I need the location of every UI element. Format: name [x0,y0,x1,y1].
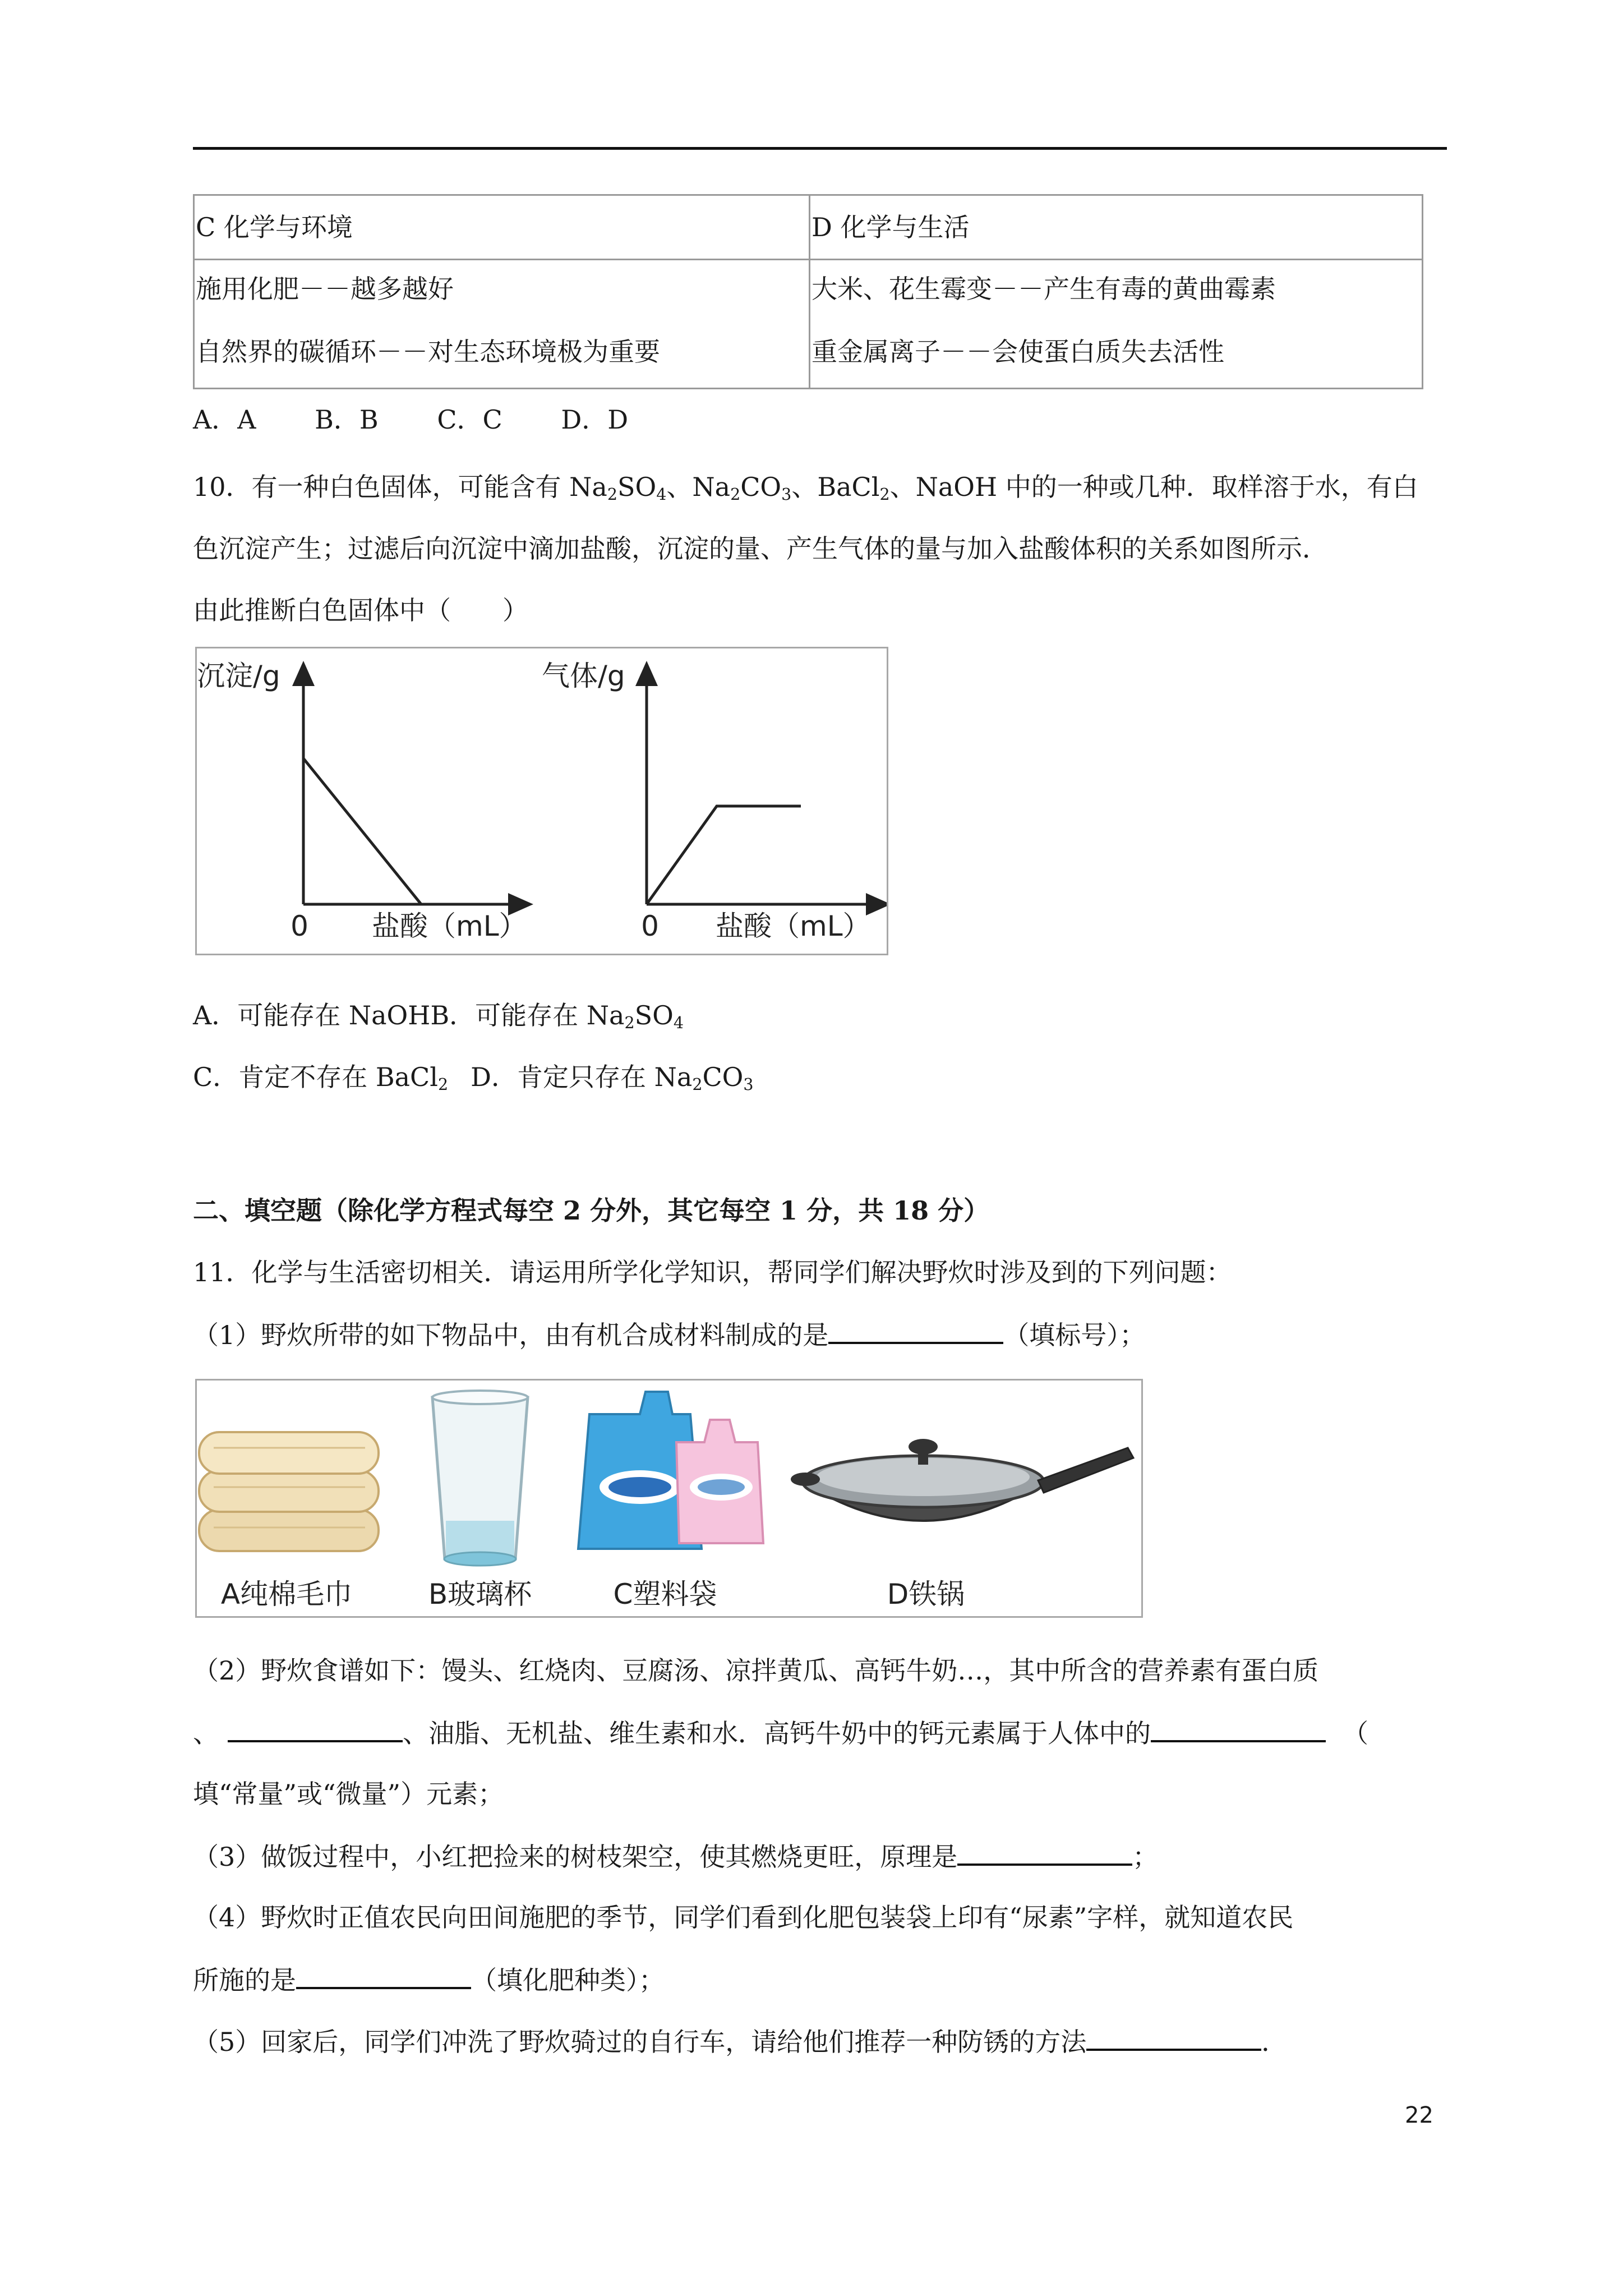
q10-options-row1 [193,999,684,1032]
q11-part2-line2 [193,1715,1368,1750]
q10-text: C．肯定不存在 BaCl [193,1062,438,1092]
q10-text: 10．有一种白色固体，可能含有 Na [193,472,607,502]
q11-items-svg [197,1381,1141,1616]
header-rule [193,147,1447,150]
q11-part4-line2 [193,1962,665,1997]
section2-title: 二、填空题（除化学方程式每空 2 分外，其它每空 1 分，共 18 分） [193,1195,990,1226]
q11-text: 、 [193,1718,219,1749]
q11-text: ． [1261,2027,1288,2057]
chart-precipitate [197,660,527,942]
subscript: 4 [673,1014,684,1033]
subscript: 2 [879,485,890,504]
answer-blank[interactable] [1086,2024,1261,2051]
chart2-ylabel: 气体/g [542,660,625,692]
q9-option-d: D．D [561,404,629,435]
q10-figure [195,647,888,955]
item-a-label: A纯棉毛巾 [220,1578,353,1611]
answer-blank[interactable] [957,1839,1132,1866]
subscript: 2 [607,485,617,504]
towel-image [199,1432,379,1551]
q11-part1 [193,1317,1145,1352]
answer-blank[interactable] [296,1962,471,1989]
q10-charts-svg [197,648,887,954]
q10-line3: 由此推断白色固体中（ ） [193,595,528,625]
q11-intro: 11．化学与生活密切相关．请运用所学化学知识，帮同学们解决野炊时涉及到的下列问题： [193,1257,1232,1287]
table-header-c: C 化学与环境 [196,212,353,242]
q11-text: （1）野炊所带的如下物品中，由有机合成材料制成的是 [193,1320,829,1350]
chart1-xlabel: 盐酸（mL） [372,910,527,942]
q11-text: 所施的是 [193,1965,296,1995]
q9-options [193,403,628,436]
plastic-bag-image [578,1392,763,1549]
q10-text: CO [740,472,782,502]
q10-text: B．可能存在 Na [430,1000,625,1030]
table-d-line2: 重金属离子－－会使蛋白质失去活性 [811,337,1224,367]
q11-text: （填化肥种类）； [471,1965,665,1995]
chart2-series-line [647,806,801,904]
chart-gas [542,660,880,942]
subscript: 2 [730,485,741,504]
q11-part5 [193,2024,1287,2059]
q11-text: （5）回家后，同学们冲洗了野炊骑过的自行车，请给他们推荐一种防锈的方法 [193,2027,1087,2057]
chart2-origin-label: 0 [641,910,659,942]
table-header-d: D 化学与生活 [811,212,970,242]
chart1-ylabel: 沉淀/g [197,660,280,692]
q11-text: （填标号）； [1003,1320,1146,1350]
q10-text: CO [702,1062,744,1092]
q9-option-c: C．C [437,404,502,435]
q11-part2-line1: （2）野炊食谱如下：馒头、红烧肉、豆腐汤、凉拌黄瓜、高钙牛奶…，其中所含的营养素有蛋白质 [193,1655,1319,1686]
q10-text: SO [617,472,657,502]
q10-options-row2 [193,1060,754,1094]
chart1-series-line [303,758,421,904]
table-divider-vertical [809,196,810,388]
subscript: 3 [743,1075,754,1094]
wok-image [791,1439,1133,1521]
table-divider-horizontal [195,259,1422,260]
subscript: 2 [692,1075,703,1094]
q10-text: 、Na [666,472,731,502]
table-d-line1: 大米、花生霉变－－产生有毒的黄曲霉素 [811,274,1276,304]
q10-line2: 色沉淀产生；过滤后向沉淀中滴加盐酸，沉淀的量、产生气体的量与加入盐酸体积的关系如图所示． [193,533,1328,564]
answer-blank[interactable] [828,1317,1003,1344]
q10-option-c [193,1062,448,1092]
chart1-origin-label: 0 [291,910,308,942]
subscript: 2 [437,1075,449,1094]
q10-line1 [193,470,1418,504]
q10-option-a: A．可能存在 NaOH [193,1000,431,1030]
q11-part3 [193,1839,1158,1874]
subscript: 3 [781,485,792,504]
q11-items-figure [195,1379,1143,1618]
subscript: 4 [656,485,667,504]
q10-text: D．肯定只存在 Na [471,1062,693,1092]
table-c-line2: 自然界的碳循环－－对生态环境极为重要 [196,337,660,367]
subscript: 2 [624,1014,635,1033]
item-c-label: C塑料袋 [613,1578,717,1611]
page-number: 22 [1405,2102,1433,2128]
table-c-line1: 施用化肥－－越多越好 [196,274,454,304]
q11-part4-line1: （4）野炊时正值农民向田间施肥的季节，同学们看到化肥包装袋上印有“尿素”字样，就知道农民 [193,1902,1294,1932]
answer-blank[interactable] [228,1715,403,1742]
q10-option-d [471,1062,753,1092]
item-b-label: B玻璃杯 [428,1578,532,1611]
q10-option-b [430,1000,684,1033]
item-d-label: D铁锅 [887,1578,965,1611]
q10-text: SO [634,1000,674,1030]
q11-text: （3）做饭过程中，小红把捡来的树枝架空，使其燃烧更旺，原理是 [193,1842,958,1872]
q10-text: 、NaOH 中的一种或几种．取样溶于水，有白 [889,472,1418,502]
q9-option-a: A．A [193,404,256,435]
q11-text: （ [1343,1718,1368,1749]
q11-part2-line3: 填“常量”或“微量”）元素； [193,1779,504,1809]
answer-table [193,194,1423,389]
chart2-xlabel: 盐酸（mL） [716,910,871,942]
q11-text: 、油脂、无机盐、维生素和水．高钙牛奶中的钙元素属于人体中的 [403,1718,1151,1749]
q10-text: 、BaCl [791,472,880,502]
answer-blank[interactable] [1151,1715,1326,1742]
q11-text: ； [1132,1842,1159,1872]
q9-option-b: B．B [315,404,379,435]
glass-cup-image [432,1391,528,1566]
